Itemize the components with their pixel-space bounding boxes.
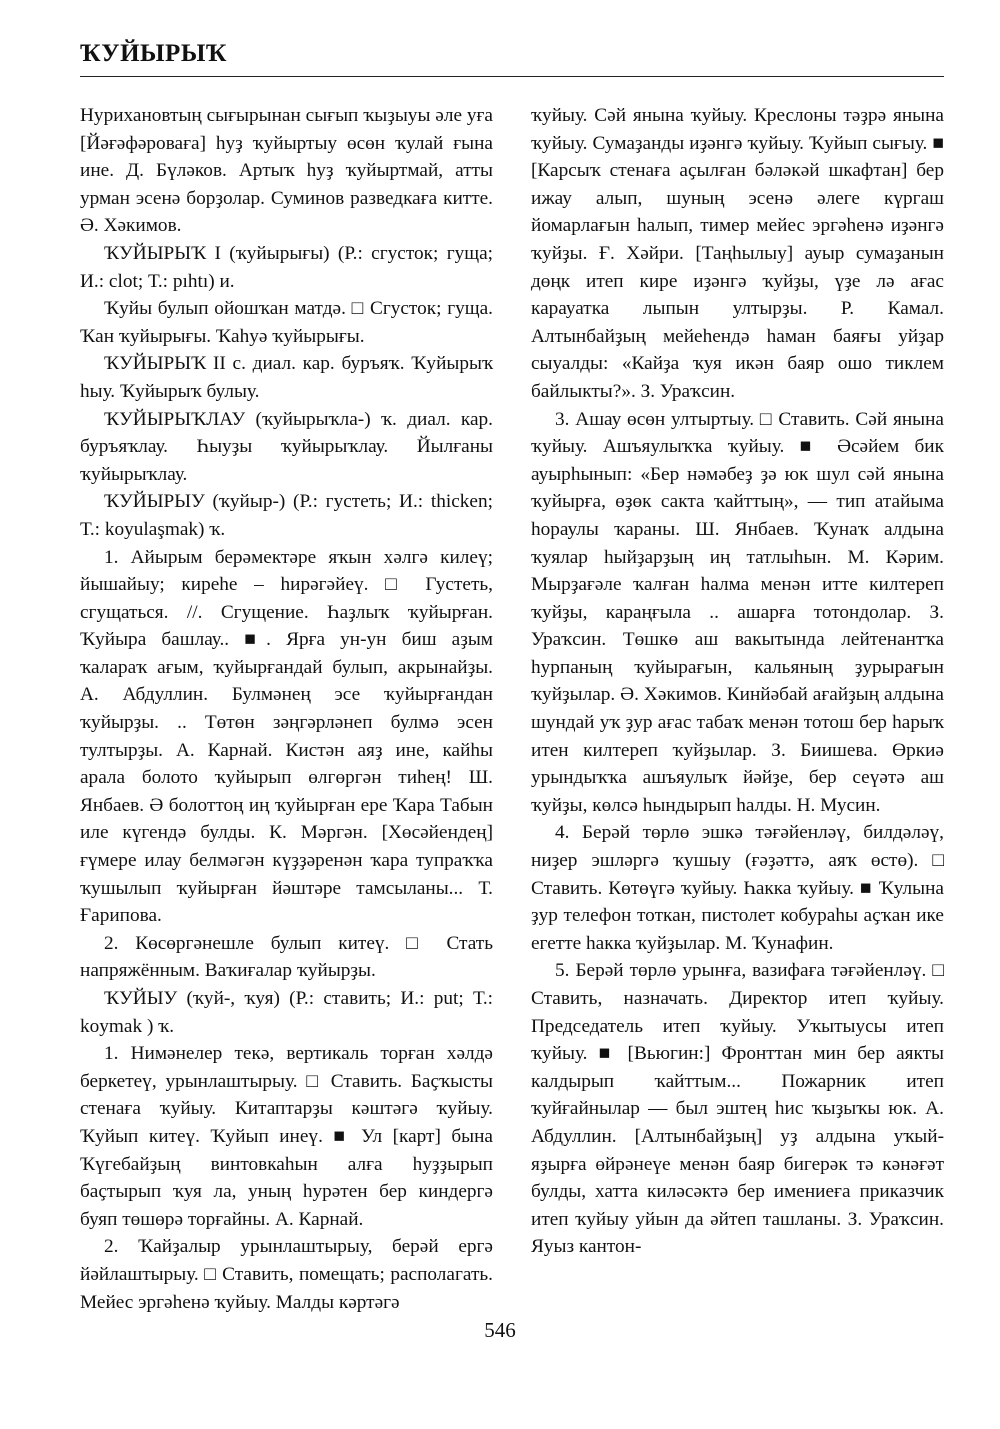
sense-paragraph: 3. Ашау өсөн ултыртыу. □ Ставить. Сәй янына ҡуйыу. Ашъяулыҡҡа ҡуйыу. ■ Әсәйем бик ауырһынып: «Бер нәмәбеҙ ҙә юк шул сәй янына ҡуйырға, өҙөк сакта ҡайттың», — тип атайыма һораулы ҡараны. Ш. Янбаев. Ҡунаҡ алдына ҡуялар һыйҙарҙың иң татлыһын. М. Кәрим. Мырҙағәле ҡалған һалма менән итте килтереп ҡуйҙы, караңғыла .. ашарға тотондолар. З. Ураҡсин. Төшкө аш вакытында лейтенантҡа һурпаның ҡуйырағын, кальяның ҙурырағын ҡуйҙылар. Ә. Хәкимов. Кинйәбай ағайҙың алдына шундай уҡ ҙур ағас табаҡ менән тотош бер һарыҡ итен килтереп ҡуйҙылар. З. Биишева. Өркиә урындыҡҡа ашъяулыҡ йәйҙе, бер сеүәтә аш ҡуйҙы, көлсә һындырып һалды. Н. Мусин.	[531, 408, 944, 816]
paragraph: ҡуйыу. Сәй янына ҡуйыу. Креслоны тәҙрә янына ҡуйыу. Сумаҙанды иҙәнгә ҡуйыу. Ҡуйып сығыу. ■ [Карсыҡ стенаға аҫылған бәләкәй шкафтан] бер ижау алып, шуның эсенә әлеге күргаш йомарлағын һалып, тимер мейес эргәһенә иҙәнгә ҡуйҙы. Ғ. Хәйри. [Таңһылыу] ауыр сумаҙанын дөңк итеп кире иҙәнгә ҡуйҙы, үҙе лә ағас карауатка лыпын ултырҙы. Р. Камал. Алтынбайҙың мейеһендә һаман баяғы уйҙар сыуалды: «Кайҙа ҡуя икән баяр ошо тиклем байлыкты?». З. Ураҡсин.	[531, 105, 944, 402]
paragraph: Нурихановтың сығырынан сығып ҡыҙыуы әле уға [Йәғәфәроваға] һуҙ ҡуйыртыу өсөн ҡулай ғына ине. Д. Бүләков. Артыҡ һуҙ ҡуйыртмай, атты урман эсенә борҙолар. Суминов разведкаға китте. Ә. Хәкимов.	[80, 105, 493, 237]
entry-kuyyu: ҠУЙЫУ (ҡуй-, ҡуя) (Р.: ставить; И.: put; Т.: koymak ) ҡ.	[80, 988, 493, 1037]
entry-kuyyryklau: ҠУЙЫРЫҠЛАУ (ҡуйырыҡла-) ҡ. диал. кар. буръяҡлау. Һыуҙы ҡуйырыҡлау. Йылғаны ҡуйырыҡлау.	[80, 408, 493, 485]
entry-definition: Ҡуйы булып ойошҡан матдә. □ Сгусток; гуща. Ҡан ҡуйырығы. Ҡаһуә ҡуйырығы.	[80, 298, 493, 347]
running-head: ҠУЙЫРЫҠ	[80, 40, 228, 67]
entry-kuyyryk-2: ҠУЙЫРЫҠ II с. диал. кар. буръяҡ. Ҡуйырыҡ һыу. Ҡуйырыҡ булыу.	[80, 353, 493, 402]
sense-paragraph: 1. Айырым берәмектәре яҡын хәлгә килеү; йышайыу; киреһе – һирәгәйеү. □ Густеть, сгущаться. //. Сгущение. Һаҙлыҡ ҡуйырған. Ҡуйыра башлау.. ■. Ярға ун-ун биш аҙым ҡалараҡ ағым, ҡуйырғандай булып, акрынайҙы. А. Абдуллин. Булмәнең эсе ҡуйырғандан ҡуйырҙы. .. Төтөн зәңгәрләнеп булмә эсен тултырҙы. А. Карнай. Кистән аяҙ ине, кайһы арала болото ҡуйырып өлгөргән тиһең! Ш. Янбаев. Ә болоттоң иң ҡуйырған ере Ҡара Табын иле күгендә булды. К. Мәргән. [Хөсәйендең] ғүмере илау белмәгән күҙҙәренән ҡара тупраҡҡа ҡушылып ҡуйырған йәштәре тамсыланы... Т. Ғарипова.	[80, 546, 493, 927]
entry-kuyyryu: ҠУЙЫРЫУ (ҡуйыр-) (Р.: густеть; И.: thicken; Т.: koyulaşmak) ҡ.	[80, 491, 493, 540]
sense-paragraph: 2. Көсөргәнешле булып китеү. □ Стать напряжённым. Ваҡиғалар ҡуйырҙы.	[80, 932, 493, 982]
sense-paragraph: 1. Нимәнелер текә, вертикаль торған хәлдә беркетеү, урынлаштырыу. □ Ставить. Баҫҡысты стенаға ҡуйыу. Китаптарҙы кәштәгә ҡуйыу. Ҡуйып китеү. Ҡуйып инеү. ■ Ул [карт] бына Ҡүгебайҙың винтовкаһын алға һуҙҙырып баҫтырып ҡуя ла, уның һурәтен бер киндергә буяп төшөрә торғайны. А. Карнай.	[80, 1043, 493, 1230]
header-rule	[80, 76, 944, 77]
sense-paragraph: 4. Берәй төрлө эшкә тәғәйенләү, билдәләү, ниҙер эшләргә ҡушыу (ғәҙәттә, аяҡ өстө). □ Ставить. Көтөүгә ҡуйыу. Һакка ҡуйыу. ■ Ҡулына ҙур телефон тоткан, пистолет кобураһы аҫҡан ике егетте һакка ҡуйҙылар. М. Ҡунафин.	[531, 822, 944, 954]
entry-kuyyryk-1: ҠУЙЫРЫҠ I (ҡуйырығы) (Р.: сгусток; гуща; И.: clot; Т.: pıhtı) и.	[80, 242, 493, 292]
page-number: 546	[484, 1318, 516, 1342]
sense-paragraph: 2. Ҡайҙалыр урынлаштырыу, берәй ергә йәйлаштырыу. □ Ставить, помещать; располагать. Мейес эргәһенә ҡуйыу. Малды кәртәгә	[80, 1236, 493, 1313]
sense-paragraph: 5. Берәй төрлө урынға, вазифаға тәғәйенләү. □ Ставить, назначать. Директор итеп ҡуйыу. Председатель итеп ҡуйыу. Уҡытыусы итеп ҡуйыу. ■ [Вьюгин:] Фронттан мин бер аякты калдырып ҡайттым... Пожарник итеп ҡуйғайнылар — был эштең һис ҡыҙыҡы юк. А. Абдуллин. [Алтынбайҙың] уҙ алдына уҡый-яҙырға өйрәнеүе менән баяр бигерәк тә кәнәғәт булды, хатта киләсәктә бер имениеға приказчик итеп ҡуйыу уйын да әйтеп ташланы. З. Ураҡсин. Яуыз кантон-	[531, 960, 944, 1258]
right-column	[531, 102, 944, 1261]
left-column	[80, 102, 493, 1316]
